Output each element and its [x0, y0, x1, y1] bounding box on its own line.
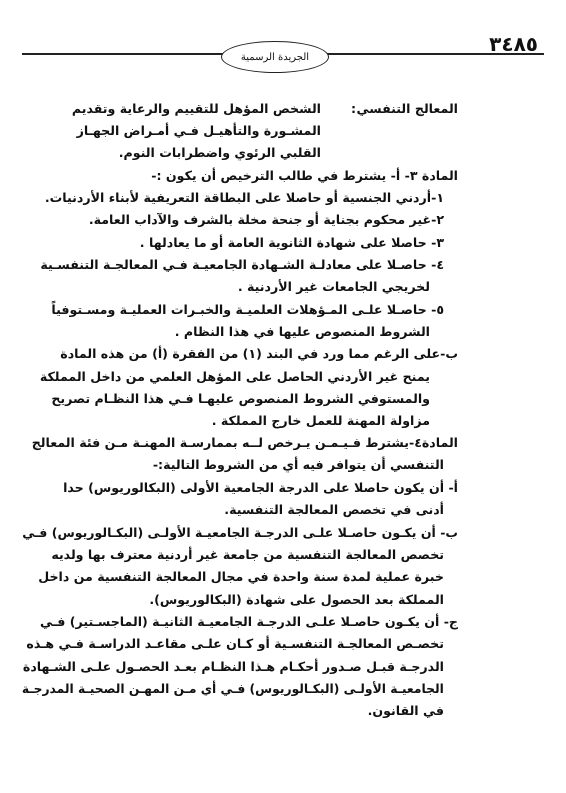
article-3-line: ب-على الرغم مما ورد في البند (١) من الفقرة (أ) من هذه المادة	[60, 346, 458, 361]
article-3-line: يمنح غير الأردني الحاصل على المؤهل العلمي من داخل المملكة	[39, 369, 430, 384]
article-3-line: الشروط المنصوص عليها في هذا النظام .	[174, 324, 430, 339]
article-3-line: ٤- حاصـلا على معادلـة الشـهادة الجامعيـة فـي المعالجـة التنفسـية	[40, 257, 444, 272]
article-3-line: ١-أردني الجنسية أو حاصلا على البطاقة التعريفية لأبناء الأردنيات.	[44, 190, 444, 205]
article-4-line: المملكة بعد الحصول على شهادة (البكالوريوس).	[149, 592, 444, 607]
definition-term: المعالج التنفسي	[356, 101, 458, 116]
definition-line: الشخص المؤهل للتقييم والرعاية وتقديم	[71, 101, 321, 116]
article-4-line: في القانون.	[367, 703, 444, 718]
article-4-line: ب- أن يكـون حاصـلا علـى الدرجـة الجامعيـة الأولـى (البكـالوريوس) فـي	[22, 525, 458, 540]
article-3-line: ٣- حاصلا على شهادة الثانوية العامة أو ما يعادلها .	[139, 235, 444, 250]
article-3-line: ٥- حاصـلا علـى المـؤهلات العلميـة والخبـرات العمليـة ومسـتوفياً	[51, 302, 444, 317]
article-4-line: أ- أن يكون حاصلا على الدرجة الجامعية الأولى (البكالوريوس) حدا	[63, 480, 458, 495]
definition-separator: :	[350, 101, 356, 116]
article-4-line: الجامعيـة الأولـى (البكـالوريوس) فـي أي مـن المهـن الصحيـة المدرجـة	[22, 681, 444, 696]
definition-line: القلبي الرئوي واضطرابات النوم.	[118, 145, 321, 160]
article-4-line: تخصـص المعالجـة التنفسـية أو كـان علـى مقاعـد الدراسـة فـي هـذه	[26, 636, 444, 651]
article-4-line: تخصص المعالجة التنفسية من جامعة غير أردنية معترف بها ولديه	[51, 547, 444, 562]
journal-title: الجريدة الرسمية	[240, 51, 310, 63]
article-4-line: أدنى في تخصص المعالجة التنفسية.	[224, 502, 444, 517]
article-4-line: التنفسي أن يتوافر فيه أي من الشروط التالية:-	[152, 457, 444, 472]
article-4-line: المادة٤-يشترط فـيـمـن يـرخص لــه بممارسـة المهنـة مـن فئة المعالج	[31, 435, 458, 450]
article-4-line: خبرة عملية لمدة سنة واحدة في مجال المعالجة التنفسية من داخل	[38, 569, 444, 584]
article-3-heading: المادة ٣- أ- يشترط في طالب الترخيص أن يكون :-	[151, 168, 458, 183]
definition-line: المشـورة والتأهيـل فـي أمـراض الجهـاز	[76, 123, 321, 138]
article-4-line: الدرجـة قبـل صـدور أحكـام هـذا النظـام بعـد الحصـول علـى الشـهادة	[22, 659, 444, 674]
article-4-line: ج- أن يكـون حاصـلا علـى الدرجـة الجامعيـة الثانيـة (الماجسـتير) فـي	[40, 614, 458, 629]
journal-title-oval	[221, 41, 329, 73]
page-number: ٣٤٨٥	[489, 32, 538, 56]
article-3-line: لخريجي الجامعات غير الأردنية .	[237, 279, 430, 294]
article-3-line: مزاولة المهنة للعمل خارج المملكة .	[211, 413, 430, 428]
article-3-line: ٢-غير محكوم بجناية أو جنحة مخلة بالشرف والآداب العامة.	[88, 212, 444, 227]
article-3-line: والمستوفي الشروط المنصوص عليهـا فـي هذا النظـام تصريح	[51, 391, 430, 406]
